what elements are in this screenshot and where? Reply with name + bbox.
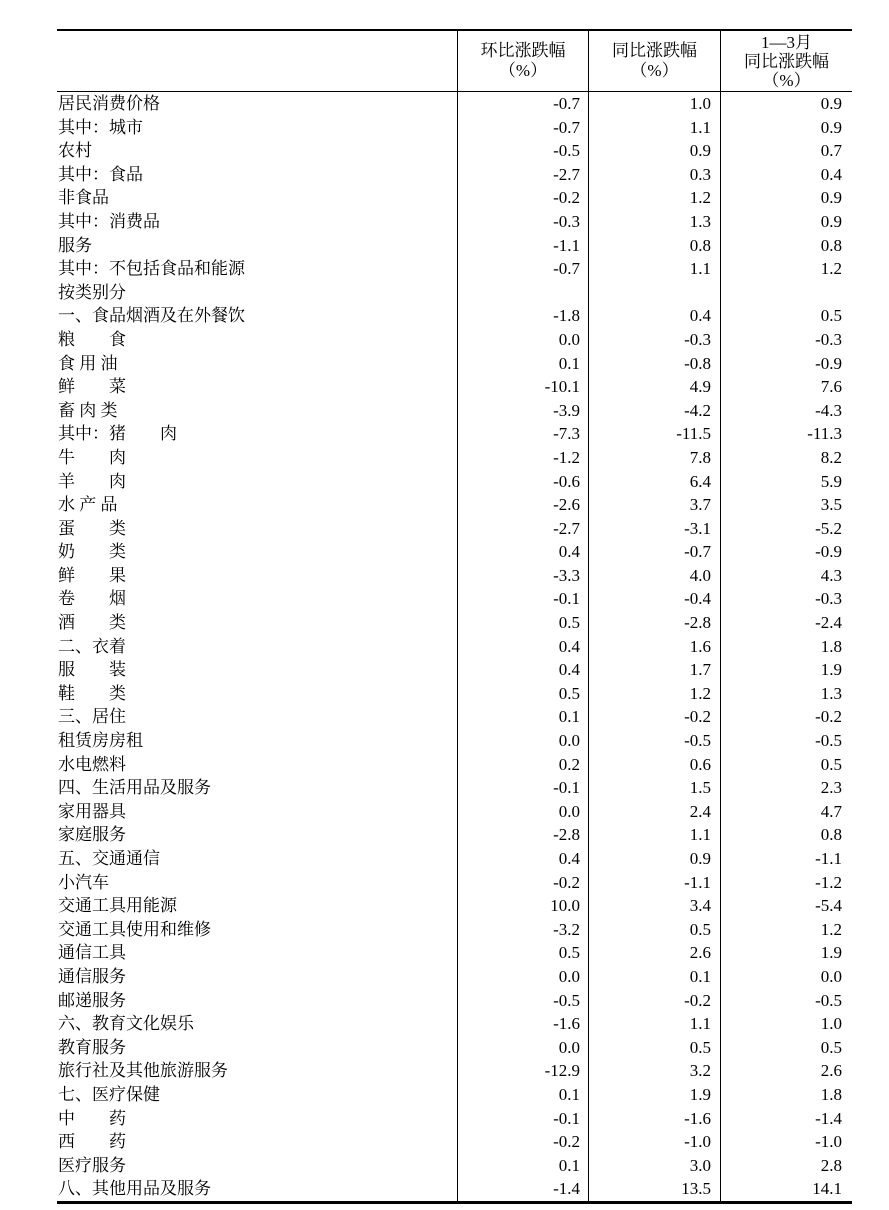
table-row [57, 1130, 852, 1154]
row-ytd-yoy-value: 0.8 [720, 823, 852, 847]
row-label: 水电燃料 [58, 754, 126, 774]
table-row [57, 918, 852, 942]
table-row [57, 965, 852, 989]
row-yoy-value: 3.7 [588, 493, 720, 517]
row-yoy-value: 3.2 [588, 1059, 720, 1083]
row-label: 农村 [58, 141, 92, 161]
table-row [57, 753, 852, 777]
header-yoy-line2: （%） [630, 61, 679, 80]
row-ytd-yoy-value: 1.9 [720, 658, 852, 682]
row-mom-value: -12.9 [457, 1059, 588, 1083]
row-ytd-yoy-value: 0.0 [720, 965, 852, 989]
row-label: 畜 肉 类 [58, 400, 118, 420]
row-mom-value: 0.0 [457, 965, 588, 989]
row-yoy-value: 2.4 [588, 800, 720, 824]
row-yoy-value: 7.8 [588, 446, 720, 470]
row-label: 三、居住 [58, 707, 126, 727]
row-ytd-yoy-value: -11.3 [720, 422, 852, 446]
row-mom-value: -2.8 [457, 823, 588, 847]
row-label: 通信服务 [58, 966, 126, 986]
row-yoy-value: 3.0 [588, 1154, 720, 1178]
row-mom-value: -0.2 [457, 1130, 588, 1154]
table-row [57, 894, 852, 918]
row-label: 卷 烟 [58, 589, 126, 609]
row-ytd-yoy-value: 8.2 [720, 446, 852, 470]
row-yoy-value: 0.8 [588, 234, 720, 258]
row-mom-value: 0.2 [457, 753, 588, 777]
row-ytd-yoy-value: 1.3 [720, 682, 852, 706]
row-ytd-yoy-value: -4.3 [720, 399, 852, 423]
row-ytd-yoy-value: 0.9 [720, 186, 852, 210]
table-row [57, 823, 852, 847]
table-row [57, 1083, 852, 1107]
row-ytd-yoy-value: -0.5 [720, 729, 852, 753]
row-label: 服务 [58, 235, 92, 255]
row-mom-value: 0.4 [457, 847, 588, 871]
row-yoy-value: -1.1 [588, 871, 720, 895]
row-label: 小汽车 [58, 872, 109, 892]
row-mom-value: -0.7 [457, 92, 588, 116]
table-row [57, 587, 852, 611]
table-row [57, 399, 852, 423]
row-ytd-yoy-value: -2.4 [720, 611, 852, 635]
row-yoy-value: 0.5 [588, 1036, 720, 1060]
row-mom-value: -1.4 [457, 1177, 588, 1201]
row-label: 鲜 果 [58, 565, 126, 585]
row-label: 交通工具使用和维修 [58, 919, 211, 939]
table-row [57, 1154, 852, 1178]
table-row [57, 163, 852, 187]
row-yoy-value: 0.3 [588, 163, 720, 187]
row-ytd-yoy-value: 1.8 [720, 635, 852, 659]
row-mom-value [457, 281, 588, 305]
row-label: 服 装 [58, 660, 126, 680]
row-label: 一、食品烟酒及在外餐饮 [58, 306, 245, 326]
row-ytd-yoy-value: -0.2 [720, 705, 852, 729]
table-row [57, 871, 852, 895]
row-yoy-value: 6.4 [588, 470, 720, 494]
row-yoy-value: -4.2 [588, 399, 720, 423]
row-yoy-value: -3.1 [588, 517, 720, 541]
row-ytd-yoy-value: -1.1 [720, 847, 852, 871]
row-mom-value: -0.5 [457, 989, 588, 1013]
row-yoy-value: 0.4 [588, 304, 720, 328]
row-label: 鞋 类 [58, 683, 126, 703]
row-mom-value: -1.8 [457, 304, 588, 328]
header-mom [457, 31, 588, 91]
row-ytd-yoy-value: -5.4 [720, 894, 852, 918]
header-mom-line2: （%） [498, 61, 548, 80]
row-yoy-value: -2.8 [588, 611, 720, 635]
row-label: 蛋 类 [58, 518, 126, 538]
row-mom-value: 0.4 [457, 635, 588, 659]
row-label: 食 用 油 [58, 353, 118, 373]
header-yoy [588, 31, 720, 91]
header-mom-line1: 环比涨跌幅 [480, 41, 566, 60]
header-category-blank [57, 31, 457, 91]
row-label: 教育服务 [58, 1037, 126, 1057]
row-ytd-yoy-value: -1.2 [720, 871, 852, 895]
table-row [57, 635, 852, 659]
table-row [57, 658, 852, 682]
row-mom-value: 0.5 [457, 682, 588, 706]
table-row [57, 941, 852, 965]
row-yoy-value: 1.5 [588, 776, 720, 800]
row-yoy-value: -0.4 [588, 587, 720, 611]
row-mom-value: -3.3 [457, 564, 588, 588]
row-ytd-yoy-value: 0.7 [720, 139, 852, 163]
row-mom-value: -0.2 [457, 186, 588, 210]
row-mom-value: -0.1 [457, 587, 588, 611]
row-ytd-yoy-value: 4.3 [720, 564, 852, 588]
row-label: 居民消费价格 [58, 94, 160, 113]
header-ytd-line1: 1—3月 [761, 32, 812, 52]
row-label: 医疗服务 [58, 1155, 126, 1175]
row-ytd-yoy-value: 2.6 [720, 1059, 852, 1083]
table-row [57, 470, 852, 494]
row-label: 二、衣着 [58, 636, 126, 656]
row-yoy-value: 4.0 [588, 564, 720, 588]
row-mom-value: 0.1 [457, 352, 588, 376]
row-mom-value: -1.1 [457, 234, 588, 258]
row-yoy-value: -11.5 [588, 422, 720, 446]
row-ytd-yoy-value: 14.1 [720, 1177, 852, 1201]
row-yoy-value: 1.1 [588, 116, 720, 140]
row-label: 交通工具用能源 [58, 896, 177, 916]
row-mom-value: 0.4 [457, 658, 588, 682]
table-row [57, 705, 852, 729]
row-mom-value: -0.7 [457, 257, 588, 281]
row-ytd-yoy-value: -0.9 [720, 540, 852, 564]
table-row [57, 1012, 852, 1036]
row-yoy-value: 1.1 [588, 823, 720, 847]
row-ytd-yoy-value: 1.2 [720, 918, 852, 942]
row-label: 鲜 菜 [58, 377, 126, 397]
cpi-table [57, 29, 852, 1204]
row-label: 水 产 品 [58, 495, 118, 515]
table-row [57, 729, 852, 753]
row-ytd-yoy-value: 4.7 [720, 800, 852, 824]
row-ytd-yoy-value: 7.6 [720, 375, 852, 399]
table-row [57, 139, 852, 163]
row-label: 家庭服务 [58, 825, 126, 845]
row-yoy-value: -1.0 [588, 1130, 720, 1154]
row-ytd-yoy-value: 2.8 [720, 1154, 852, 1178]
table-row [57, 281, 852, 305]
table-row [57, 1059, 852, 1083]
row-ytd-yoy-value: -0.5 [720, 989, 852, 1013]
table-row [57, 1177, 852, 1201]
table-header-row [57, 31, 852, 92]
row-ytd-yoy-value: 3.5 [720, 493, 852, 517]
row-ytd-yoy-value [720, 281, 852, 305]
row-label: 西 药 [58, 1132, 126, 1152]
row-label: 邮递服务 [58, 990, 126, 1010]
row-mom-value: -7.3 [457, 422, 588, 446]
table-row [57, 564, 852, 588]
row-mom-value: -0.1 [457, 1107, 588, 1131]
table-row [57, 847, 852, 871]
row-yoy-value: -0.8 [588, 352, 720, 376]
row-label: 其中：消费品 [58, 211, 160, 231]
row-ytd-yoy-value: 0.9 [720, 116, 852, 140]
row-ytd-yoy-value: 0.9 [720, 210, 852, 234]
table-row [57, 540, 852, 564]
row-ytd-yoy-value: 1.0 [720, 1012, 852, 1036]
row-mom-value: 0.1 [457, 1083, 588, 1107]
row-mom-value: -2.7 [457, 517, 588, 541]
row-label: 通信工具 [58, 943, 126, 963]
row-yoy-value: 1.0 [588, 92, 720, 116]
row-yoy-value: 0.9 [588, 847, 720, 871]
row-label: 牛 肉 [58, 447, 126, 467]
row-ytd-yoy-value: -0.3 [720, 328, 852, 352]
row-ytd-yoy-value: -0.9 [720, 352, 852, 376]
header-ytd-yoy [720, 31, 852, 91]
row-ytd-yoy-value: 2.3 [720, 776, 852, 800]
table-row [57, 186, 852, 210]
row-mom-value: -0.2 [457, 871, 588, 895]
table-row [57, 493, 852, 517]
row-ytd-yoy-value: 1.9 [720, 941, 852, 965]
row-mom-value: -1.6 [457, 1012, 588, 1036]
row-yoy-value: 1.2 [588, 682, 720, 706]
row-mom-value: 0.1 [457, 705, 588, 729]
table-row [57, 517, 852, 541]
table-row [57, 328, 852, 352]
row-label: 其中：城市 [58, 117, 143, 137]
table-row [57, 446, 852, 470]
row-mom-value: -1.2 [457, 446, 588, 470]
row-yoy-value: -0.7 [588, 540, 720, 564]
row-mom-value: 0.1 [457, 1154, 588, 1178]
table-row [57, 422, 852, 446]
row-mom-value: -0.5 [457, 139, 588, 163]
row-label: 其中：食品 [58, 164, 143, 184]
row-yoy-value: 0.1 [588, 965, 720, 989]
table-row [57, 611, 852, 635]
row-yoy-value: 0.9 [588, 139, 720, 163]
row-yoy-value: -0.2 [588, 705, 720, 729]
table-row [57, 234, 852, 258]
table-row [57, 92, 852, 116]
row-ytd-yoy-value: 1.2 [720, 257, 852, 281]
row-mom-value: -0.6 [457, 470, 588, 494]
row-ytd-yoy-value: 0.5 [720, 304, 852, 328]
row-ytd-yoy-value: -5.2 [720, 517, 852, 541]
row-mom-value: 0.5 [457, 941, 588, 965]
row-mom-value: 0.0 [457, 328, 588, 352]
row-mom-value: 10.0 [457, 894, 588, 918]
header-yoy-line1: 同比涨跌幅 [612, 41, 697, 60]
row-yoy-value: 13.5 [588, 1177, 720, 1201]
row-label: 五、交通通信 [58, 849, 160, 868]
row-ytd-yoy-value: 0.5 [720, 753, 852, 777]
row-yoy-value [588, 281, 720, 305]
row-yoy-value: -0.3 [588, 328, 720, 352]
table-row [57, 1107, 852, 1131]
row-ytd-yoy-value: 0.4 [720, 163, 852, 187]
row-label: 非食品 [58, 188, 109, 208]
row-yoy-value: 1.2 [588, 186, 720, 210]
row-mom-value: -2.7 [457, 163, 588, 187]
row-label: 奶 类 [58, 542, 126, 562]
row-mom-value: -3.2 [457, 918, 588, 942]
table-row [57, 210, 852, 234]
row-mom-value: 0.0 [457, 800, 588, 824]
row-yoy-value: -1.6 [588, 1107, 720, 1131]
row-label: 租赁房房租 [58, 731, 143, 751]
row-ytd-yoy-value: 0.5 [720, 1036, 852, 1060]
row-label: 家用器具 [58, 801, 126, 821]
row-ytd-yoy-value: 5.9 [720, 470, 852, 494]
table-row [57, 352, 852, 376]
row-yoy-value: 1.1 [588, 1012, 720, 1036]
row-label: 其中：不包括食品和能源 [58, 259, 245, 279]
table-body [57, 92, 852, 1201]
row-yoy-value: 0.5 [588, 918, 720, 942]
table-row [57, 800, 852, 824]
table-row [57, 257, 852, 281]
row-yoy-value: 1.6 [588, 635, 720, 659]
row-mom-value: -10.1 [457, 375, 588, 399]
table-row [57, 375, 852, 399]
row-label: 粮 食 [58, 329, 126, 349]
table-row [57, 989, 852, 1013]
row-mom-value: -0.1 [457, 776, 588, 800]
row-label: 四、生活用品及服务 [58, 778, 211, 798]
row-label: 中 药 [58, 1108, 126, 1128]
row-mom-value: 0.4 [457, 540, 588, 564]
row-yoy-value: 1.3 [588, 210, 720, 234]
row-ytd-yoy-value: -1.4 [720, 1107, 852, 1131]
row-yoy-value: 3.4 [588, 894, 720, 918]
row-mom-value: 0.0 [457, 1036, 588, 1060]
row-mom-value: -3.9 [457, 399, 588, 423]
row-mom-value: -2.6 [457, 493, 588, 517]
table-row [57, 304, 852, 328]
header-ytd-line3: （%） [762, 70, 811, 90]
row-yoy-value: 0.6 [588, 753, 720, 777]
row-yoy-value: 1.1 [588, 257, 720, 281]
table-row [57, 116, 852, 140]
row-label: 八、其他用品及服务 [58, 1179, 211, 1199]
row-mom-value: -0.7 [457, 116, 588, 140]
row-label: 其中：猪 肉 [58, 424, 177, 444]
row-ytd-yoy-value: -0.3 [720, 587, 852, 611]
row-mom-value: -0.3 [457, 210, 588, 234]
row-ytd-yoy-value: 0.8 [720, 234, 852, 258]
row-yoy-value: 1.9 [588, 1083, 720, 1107]
row-label: 旅行社及其他旅游服务 [58, 1061, 228, 1081]
row-mom-value: 0.0 [457, 729, 588, 753]
row-yoy-value: 1.7 [588, 658, 720, 682]
table-row [57, 776, 852, 800]
row-ytd-yoy-value: 1.8 [720, 1083, 852, 1107]
row-label: 酒 类 [58, 613, 126, 633]
row-yoy-value: 4.9 [588, 375, 720, 399]
row-label: 按类别分 [58, 282, 126, 302]
row-yoy-value: -0.2 [588, 989, 720, 1013]
row-label: 羊 肉 [58, 471, 126, 491]
header-ytd-line2: 同比涨跌幅 [744, 51, 829, 71]
row-label: 六、教育文化娱乐 [58, 1014, 194, 1034]
table-row [57, 1036, 852, 1060]
row-yoy-value: -0.5 [588, 729, 720, 753]
row-yoy-value: 2.6 [588, 941, 720, 965]
row-ytd-yoy-value: 0.9 [720, 92, 852, 116]
row-mom-value: 0.5 [457, 611, 588, 635]
table-row [57, 682, 852, 706]
row-ytd-yoy-value: -1.0 [720, 1130, 852, 1154]
row-label: 七、医疗保健 [58, 1084, 160, 1104]
